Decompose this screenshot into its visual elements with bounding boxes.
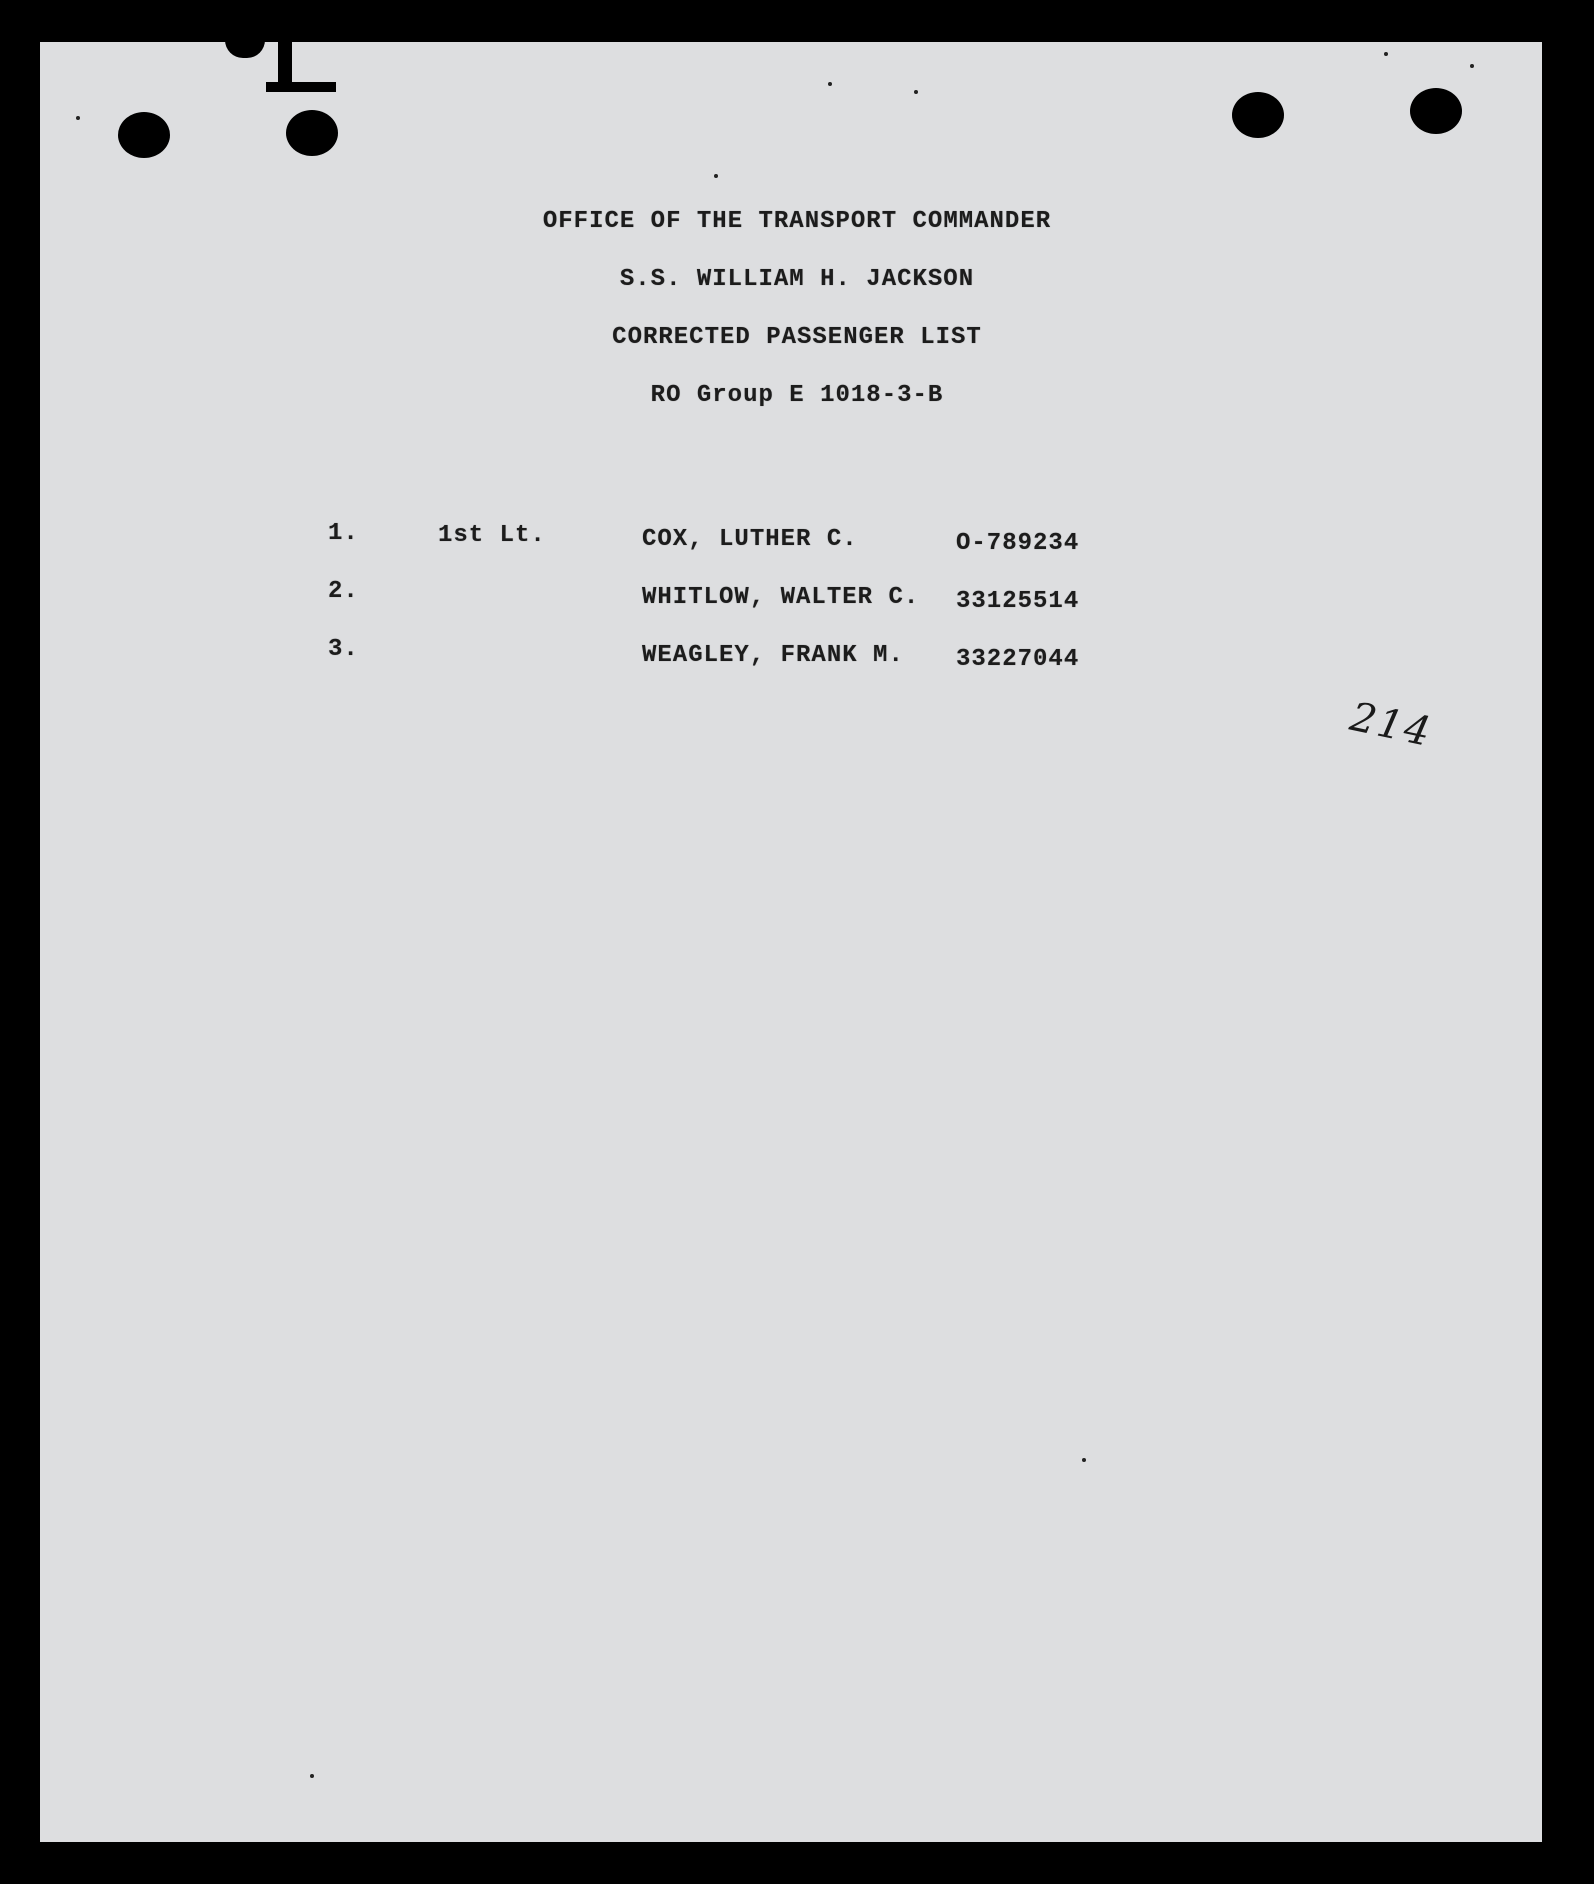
paper-tear-mark <box>278 40 292 86</box>
punch-hole <box>1232 92 1284 138</box>
passenger-number: 2. <box>328 578 359 605</box>
speck <box>714 174 718 178</box>
speck <box>914 90 918 94</box>
handwritten-page-number: 214 <box>1346 693 1437 757</box>
punch-hole <box>118 112 170 158</box>
header-ship-name: S.S. WILLIAM H. JACKSON <box>619 266 975 293</box>
paper-tear-mark-base <box>266 82 336 92</box>
passenger-number: 3. <box>328 636 359 663</box>
passenger-name: WHITLOW, WALTER C. <box>642 584 920 611</box>
passenger-serial: 33125514 <box>956 588 1080 615</box>
passenger-name: COX, LUTHER C. <box>642 526 858 553</box>
passenger-rank: 1st Lt. <box>438 522 546 549</box>
passenger-number: 1. <box>328 520 359 547</box>
punch-hole <box>1410 88 1462 134</box>
passenger-name: WEAGLEY, FRANK M. <box>642 642 904 669</box>
speck <box>1470 64 1474 68</box>
passenger-serial: 33227044 <box>956 646 1080 673</box>
header-list-title: CORRECTED PASSENGER LIST <box>612 324 982 351</box>
speck <box>310 1774 314 1778</box>
speck <box>828 82 832 86</box>
speck <box>1082 1458 1086 1462</box>
speck <box>76 116 80 120</box>
header-group: RO Group E 1018-3-B <box>650 382 944 409</box>
passenger-serial: O-789234 <box>956 530 1080 557</box>
header-office-title: OFFICE OF THE TRANSPORT COMMANDER <box>542 208 1052 235</box>
document-page <box>40 42 1542 1842</box>
speck <box>1384 52 1388 56</box>
punch-hole <box>286 110 338 156</box>
